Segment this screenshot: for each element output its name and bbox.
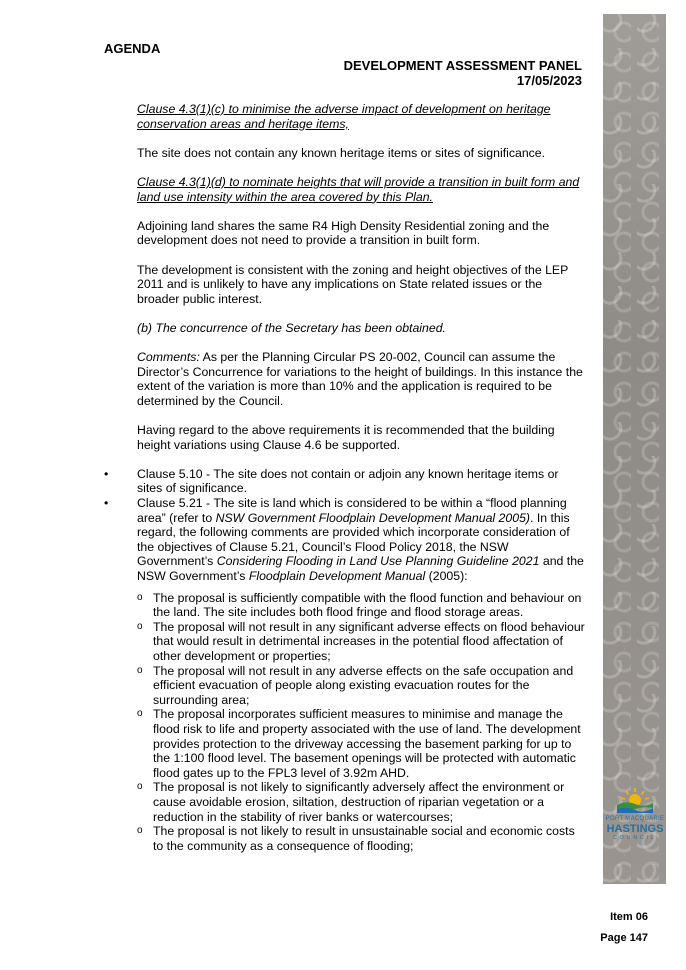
panel-title: DEVELOPMENT ASSESSMENT PANEL — [343, 58, 582, 73]
circle-bullet-icon: o — [137, 620, 143, 632]
bullet-text: Clause 5.10 - The site does not contain or adjoin any known heritage items or sites of significance. — [137, 466, 559, 496]
bullet-icon: • — [104, 496, 109, 511]
sun-wave-logo-icon — [615, 786, 655, 814]
comments-label: Comments: — [137, 350, 200, 365]
agenda-heading: AGENDA — [104, 41, 161, 56]
sub-list-item — [104, 591, 586, 620]
bullet-text-part: Clause 5.21 - The site is land which is considered to be within a “flood planning area” (refer to — [137, 496, 567, 525]
concurrence-heading: (b) The concurrence of the Secretary has been obtained. — [137, 320, 446, 335]
sub-list-text: The proposal is sufficiently compatible with the flood function and behaviour on the land. The site includes both flood fringe and flood storage areas. — [153, 590, 582, 620]
list-item — [104, 496, 586, 584]
circle-bullet-icon: o — [137, 708, 143, 720]
paragraph-heritage: The site does not contain any known heritage items or sites of significance. — [137, 145, 546, 160]
bullet-icon: • — [104, 466, 109, 481]
sub-list-item — [104, 664, 586, 708]
clause-heading-c: Clause 4.3(1)(c) to minimise the adverse impact of development on heritage conservation areas and heritage items, — [137, 102, 551, 131]
paragraph-recommendation: Having regard to the above requirements it is recommended that the building height variations using Clause 4.6 be supported. — [137, 423, 555, 452]
bullet-text-italic: Floodplain Development Manual — [248, 569, 426, 583]
clause-heading-d: Clause 4.3(1)(d) to nominate heights that will provide a transition in built form and land use intensity within the area covered by this Plan. — [137, 174, 580, 204]
bullet-text-italic: Considering Flooding in Land Use Planning Guideline 2021 — [216, 554, 540, 569]
meeting-date: 17/05/2023 — [516, 73, 582, 88]
logo-text-port-macquarie: PORT MACQUARIE — [605, 816, 665, 822]
logo-text-hastings: HASTINGS — [606, 823, 664, 835]
paragraph-comments — [104, 350, 586, 408]
decorative-sidebar — [603, 14, 666, 884]
circle-bullet-icon: o — [137, 781, 143, 793]
sub-list-item — [104, 824, 586, 853]
circle-bullet-icon: o — [137, 825, 143, 837]
circle-bullet-icon: o — [137, 591, 143, 603]
bullet-text-italic: NSW Government Floodplain Development Manual 2005) — [215, 510, 531, 525]
bullet-text-part: (2005): — [425, 569, 468, 583]
sub-list-item — [104, 620, 586, 664]
document-header — [344, 58, 582, 88]
bullet-text-part: . In this regard, the following comments are provided which incorporate consideration of the objectives of Clause 5.21, Council’s Flood Policy 2018, the NSW Government’s — [137, 510, 570, 569]
paragraph-lep: The development is consistent with the zoning and height objectives of the LEP 2011 and is unlikely to have any implications on State related issues or the broader public interest. — [137, 262, 569, 306]
bullet-text-part: and the NSW Government’s — [137, 554, 584, 583]
sub-list-text: The proposal will not result in any significant adverse effects on flood behaviour that would result in detrimental increases in the potential flood affectation of other development or properties; — [153, 619, 585, 663]
circle-bullet-icon: o — [137, 664, 143, 676]
sub-list-text: The proposal is not likely to significantly adversely affect the environment or cause avoidable erosion, siltation, destruction of riparian vegetation or a reduction in the stability of river banks or watercourses; — [153, 780, 565, 824]
sub-list-text: The proposal is not likely to result in unsustainable social and economic costs to the community as a consequence of flooding; — [153, 824, 575, 853]
document-body — [104, 102, 586, 853]
list-item — [104, 467, 586, 496]
item-number: Item 06 — [610, 911, 648, 923]
comments-text: As per the Planning Circular PS 20-002, Council can assume the Director’s Concurrence for variations to the height of buildings. In this instance the extent of the variation is more than 10% and the application is required to be determined by the Council. — [137, 350, 583, 408]
council-logo — [604, 786, 666, 842]
page-number: Page 147 — [600, 932, 648, 944]
sub-list-text: The proposal incorporates sufficient measures to minimise and manage the flood risk to life and property associated with the use of land. The development provides protection to the driveway accessing the basement parking for up to the 1:100 flood level. The basement openings will be protected with automatic flood gates up to the FPL3 level of 3.92m AHD. — [153, 707, 581, 780]
sub-list-item — [104, 707, 586, 780]
paragraph-zoning: Adjoining land shares the same R4 High Density Residential zoning and the development does not need to provide a transition in built form. — [137, 218, 550, 248]
sub-list-text: The proposal will not result in any adverse effects on the safe occupation and efficient evacuation of people along existing evacuation routes for the surrounding area; — [153, 663, 574, 707]
logo-text-council: COUNCIL — [613, 835, 657, 841]
sub-list-item — [104, 780, 586, 824]
